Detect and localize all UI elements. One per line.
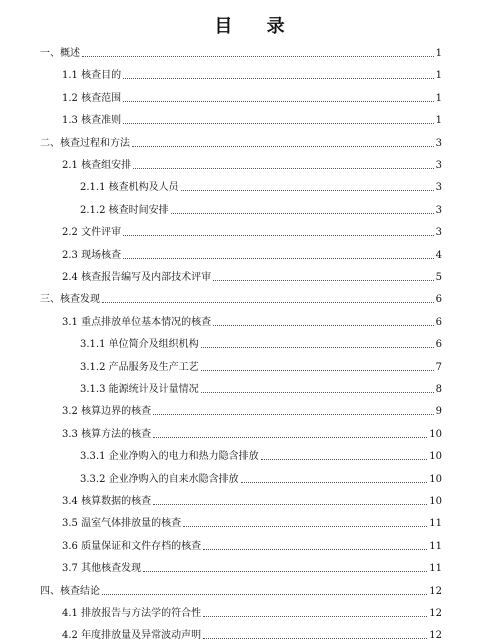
dot-leader [203, 548, 427, 550]
toc-entry-label: 3.6 质量保证和文件存档的核查 [62, 541, 202, 552]
toc-title: 目 录 [214, 16, 299, 37]
toc-entry-page: 10 [429, 429, 442, 440]
toc-entry-label: 3.3 核算方法的核查 [62, 429, 152, 440]
dot-leader [132, 145, 434, 147]
toc-entry-page: 1 [435, 48, 442, 59]
toc-entry[interactable] [62, 604, 442, 620]
toc-entry[interactable] [62, 537, 442, 553]
dot-leader [241, 481, 428, 483]
toc-entry-label: 2.3 现场核查 [62, 250, 122, 261]
dot-leader [153, 503, 427, 505]
toc-entry-label: 三、核查发现 [40, 294, 100, 305]
toc-entry[interactable] [62, 313, 442, 329]
toc-entry-label: 2.4 核查报告编写及内部技术评审 [62, 272, 212, 283]
toc-entry-label: 3.4 核算数据的核查 [62, 496, 152, 507]
toc-entry[interactable] [62, 514, 442, 530]
dot-leader [203, 615, 427, 617]
dot-leader [201, 391, 434, 393]
toc-entry[interactable] [80, 447, 442, 463]
toc-entry-page: 10 [429, 474, 442, 485]
toc-entry-label: 2.1.1 核查机构及人员 [80, 182, 179, 193]
toc-entry[interactable] [62, 89, 442, 105]
toc-entry-page: 5 [435, 272, 442, 283]
dot-leader [123, 77, 434, 79]
dot-leader [82, 55, 434, 57]
toc-entry-page: 3 [435, 205, 442, 216]
toc-entry-page: 1 [435, 70, 442, 81]
dot-leader [123, 257, 434, 259]
toc-entry-label: 3.1 重点排放单位基本情况的核查 [62, 317, 212, 328]
toc-entry-label: 3.7 其他核查发现 [62, 563, 142, 574]
toc-entry[interactable] [62, 402, 442, 418]
toc-entry-label: 3.2 核算边界的核查 [62, 406, 152, 417]
toc-entry-page: 3 [435, 182, 442, 193]
toc-entry-label: 1.3 核查准则 [62, 115, 122, 126]
toc-entry[interactable] [40, 582, 442, 598]
dot-leader [201, 346, 434, 348]
toc-entry-label: 3.1.2 产品服务及生产工艺 [80, 362, 199, 373]
toc-entry-label: 3.3.1 企业净购入的电力和热力隐含排放 [80, 451, 259, 462]
dot-leader [183, 525, 427, 527]
toc-entry[interactable] [62, 66, 442, 82]
toc-entry-label: 3.5 温室气体排放量的核查 [62, 518, 182, 529]
toc-entry[interactable] [62, 156, 442, 172]
dot-leader [143, 570, 427, 572]
dot-leader [201, 369, 434, 371]
toc-entry-page: 3 [435, 160, 442, 171]
dot-leader [123, 122, 434, 124]
toc-entry-label: 二、核查过程和方法 [40, 138, 130, 149]
dot-leader [181, 189, 434, 191]
toc-entry-page: 9 [435, 406, 442, 417]
toc-entry[interactable] [62, 223, 442, 239]
toc-entry-label: 2.1 核查组安排 [62, 160, 132, 171]
toc-entry[interactable] [40, 44, 442, 60]
dot-leader [153, 413, 434, 415]
toc-entry[interactable] [62, 425, 442, 441]
toc-entry[interactable] [80, 470, 442, 486]
toc-entry[interactable] [62, 492, 442, 508]
toc-entry[interactable] [80, 178, 442, 194]
toc-entry-label: 1.2 核查范围 [62, 93, 122, 104]
toc-entry-page: 11 [429, 541, 442, 552]
dot-leader [203, 637, 427, 639]
toc-entry-page: 1 [435, 115, 442, 126]
dot-leader [213, 324, 434, 326]
toc-entry-label: 2.1.2 核查时间安排 [80, 205, 169, 216]
toc-entry-page: 6 [435, 317, 442, 328]
toc-entry-label: 3.1.3 能源统计及计量情况 [80, 384, 199, 395]
toc-entry-page: 10 [429, 451, 442, 462]
toc-entry-label: 一、概述 [40, 48, 80, 59]
toc-entry[interactable] [62, 626, 442, 642]
dot-leader [123, 234, 434, 236]
toc-entry-label: 2.2 文件评审 [62, 227, 122, 238]
toc-entry-page: 12 [429, 586, 442, 597]
dot-leader [153, 436, 427, 438]
dot-leader [261, 458, 428, 460]
toc-entry-label: 3.1.1 单位简介及组织机构 [80, 339, 199, 350]
toc-entry-page: 1 [435, 93, 442, 104]
toc-entry[interactable] [62, 268, 442, 284]
toc-entry-label: 4.1 排放报告与方法学的符合性 [62, 608, 202, 619]
toc-entry[interactable] [80, 335, 442, 351]
toc-entry-page: 4 [435, 250, 442, 261]
toc-entry[interactable] [40, 290, 442, 306]
dot-leader [133, 167, 434, 169]
toc-entry-page: 11 [429, 563, 442, 574]
toc-entry-page: 11 [429, 518, 442, 529]
toc-entry[interactable] [62, 559, 442, 575]
toc-entry-page: 3 [435, 138, 442, 149]
toc-entry-page: 12 [429, 630, 442, 641]
toc-entry[interactable] [80, 380, 442, 396]
toc-entry[interactable] [40, 134, 442, 150]
toc-entry[interactable] [62, 246, 442, 262]
toc-entry-page: 12 [429, 608, 442, 619]
toc-entry-page: 7 [435, 362, 442, 373]
dot-leader [171, 212, 434, 214]
toc-entry-page: 6 [435, 339, 442, 350]
toc-entry-page: 8 [435, 384, 442, 395]
toc-entry-label: 3.3.2 企业净购入的自来水隐含排放 [80, 474, 239, 485]
toc-entry-page: 3 [435, 227, 442, 238]
toc-entry[interactable] [80, 358, 442, 374]
dot-leader [123, 100, 434, 102]
dot-leader [102, 593, 427, 595]
toc-entry-page: 6 [435, 294, 442, 305]
toc-entry-label: 4.2 年度排放量及异常波动声明 [62, 630, 202, 641]
toc-entry-label: 1.1 核查目的 [62, 70, 122, 81]
dot-leader [213, 279, 434, 281]
toc-entry-page: 10 [429, 496, 442, 507]
toc-entry[interactable] [80, 201, 442, 217]
toc-entry[interactable] [62, 111, 442, 127]
dot-leader [102, 301, 434, 303]
toc-entry-label: 四、核查结论 [40, 586, 100, 597]
